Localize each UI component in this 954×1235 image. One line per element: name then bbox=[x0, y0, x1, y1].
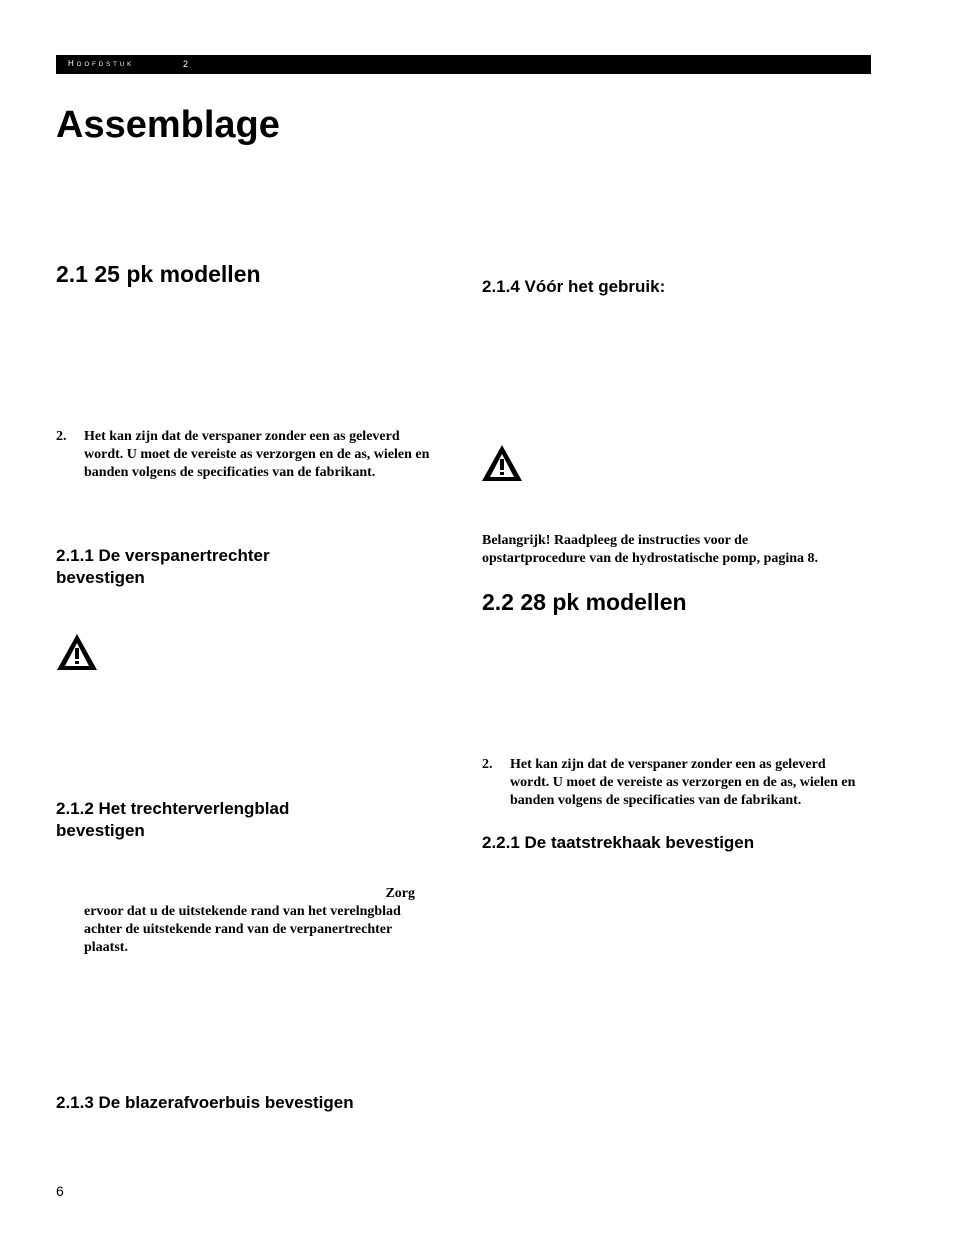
list-item-number: 2. bbox=[482, 757, 493, 772]
chapter-header-bar bbox=[56, 55, 871, 74]
list-item bbox=[56, 428, 431, 482]
important-note: Belangrijk! Raadpleeg de instructies voor de opstartprocedure van de hydrostatische pomp, pagina 8. bbox=[482, 533, 819, 566]
warning-triangle-icon bbox=[481, 444, 523, 482]
section-2-2-heading: 2.2 28 pk modellen bbox=[482, 589, 687, 615]
section-2-1-3-heading: 2.1.3 De blazerafvoerbuis bevestigen bbox=[56, 1093, 354, 1112]
page-number: 6 bbox=[56, 1183, 64, 1199]
page-title: Assemblage bbox=[56, 104, 280, 146]
zorg-paragraph: ervoor dat u de uitstekende rand van het verelngblad achter de uitstekende rand van de verpanertrechter plaatst. bbox=[84, 904, 401, 955]
list-item bbox=[482, 756, 857, 810]
warning-triangle-icon bbox=[56, 633, 98, 671]
chapter-number: 2 bbox=[183, 59, 189, 69]
section-2-1-4-heading: 2.1.4 Vóór het gebruik: bbox=[482, 277, 666, 296]
chapter-label: Hoofdstuk bbox=[68, 59, 135, 68]
zorg-line: Zorg bbox=[385, 886, 415, 901]
section-2-1-1-heading: 2.1.1 De verspanertrechter bevestigen bbox=[56, 546, 270, 587]
list-item-text: Het kan zijn dat de verspaner zonder een as geleverd wordt. U moet de vereiste as verzorgen en de as, wielen en banden volgens de specificaties van de fabrikant. bbox=[84, 429, 430, 480]
section-2-2-1-heading: 2.2.1 De taatstrekhaak bevestigen bbox=[482, 833, 755, 852]
section-2-1-heading: 2.1 25 pk modellen bbox=[56, 261, 261, 287]
section-2-1-2-heading: 2.1.2 Het trechterverlengblad bevestigen bbox=[56, 799, 290, 840]
list-item-text: Het kan zijn dat de verspaner zonder een as geleverd wordt. U moet de vereiste as verzorgen en de as, wielen en banden volgens de specificaties van de fabrikant. bbox=[510, 757, 856, 808]
list-item-number: 2. bbox=[56, 429, 67, 444]
